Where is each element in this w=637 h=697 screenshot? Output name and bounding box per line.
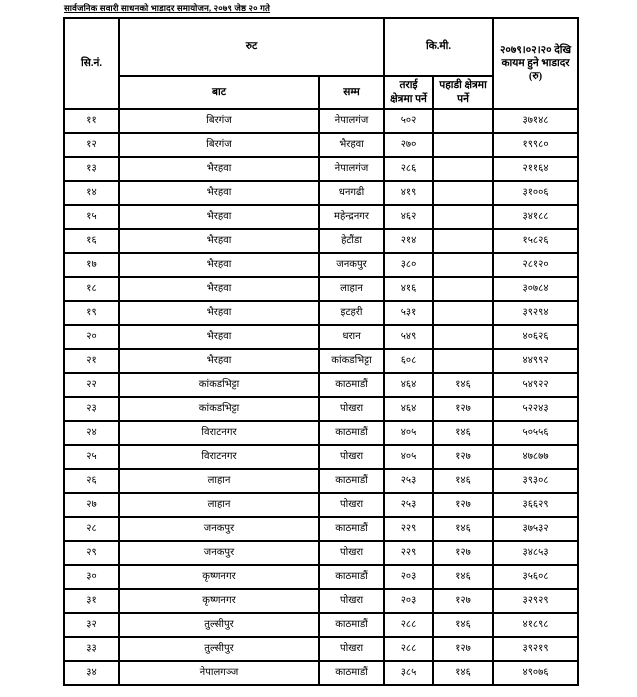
cell-to: पोखरा bbox=[319, 493, 384, 517]
cell-fare: ५०५५६ bbox=[493, 421, 578, 445]
cell-sn: १२ bbox=[64, 133, 119, 157]
cell-terai_km: २५३ bbox=[384, 493, 433, 517]
table-row bbox=[64, 397, 578, 421]
cell-terai_km: ४६४ bbox=[384, 373, 433, 397]
cell-pahadi_km: १२७ bbox=[433, 493, 493, 517]
cell-terai_km: २८६ bbox=[384, 157, 433, 181]
cell-sn: ३१ bbox=[64, 589, 119, 613]
cell-fare: २८१२० bbox=[493, 253, 578, 277]
cell-from: लाहान bbox=[119, 469, 319, 493]
table-row bbox=[64, 325, 578, 349]
cell-pahadi_km bbox=[433, 277, 493, 301]
cell-terai_km: २७० bbox=[384, 133, 433, 157]
cell-from: तुल्सीपुर bbox=[119, 613, 319, 637]
cell-from: विराटनगर bbox=[119, 421, 319, 445]
column-header-from: बाट bbox=[119, 76, 319, 109]
cell-sn: २८ bbox=[64, 517, 119, 541]
column-header-serial-number: सि.नं. bbox=[64, 18, 119, 109]
cell-pahadi_km: १२७ bbox=[433, 637, 493, 661]
cell-terai_km: ५०२ bbox=[384, 109, 433, 133]
column-header-fare: २०७९।०२।२० देखि कायम हुने भाडादर (रु) bbox=[493, 18, 578, 109]
cell-fare: २११६४ bbox=[493, 157, 578, 181]
cell-fare: ४१८९८ bbox=[493, 613, 578, 637]
cell-fare: ३१००६ bbox=[493, 181, 578, 205]
cell-from: भैरहवा bbox=[119, 253, 319, 277]
fare-table bbox=[63, 17, 579, 686]
cell-sn: १६ bbox=[64, 229, 119, 253]
cell-from: नेपालगञ्ज bbox=[119, 661, 319, 685]
cell-from: जनकपुर bbox=[119, 517, 319, 541]
column-header-terai-km: तराई क्षेत्रमा पर्ने bbox=[384, 76, 433, 109]
cell-sn: २६ bbox=[64, 469, 119, 493]
cell-terai_km: ४६२ bbox=[384, 205, 433, 229]
table-row bbox=[64, 637, 578, 661]
cell-fare: ३०७८४ bbox=[493, 277, 578, 301]
cell-fare: ५४९२२ bbox=[493, 373, 578, 397]
document-title: सार्वजनिक सवारी साधनको भाडादर समायोजन, २०७९ जेष्ठ २० गते bbox=[64, 3, 271, 13]
cell-terai_km: ५४९ bbox=[384, 325, 433, 349]
cell-sn: २४ bbox=[64, 421, 119, 445]
column-header-to: सम्म bbox=[319, 76, 384, 109]
cell-to: जनकपुर bbox=[319, 253, 384, 277]
cell-to: नेपालगंज bbox=[319, 109, 384, 133]
table-row bbox=[64, 157, 578, 181]
column-header-km: कि.मी. bbox=[384, 18, 493, 76]
cell-terai_km: ४६४ bbox=[384, 397, 433, 421]
cell-sn: ११ bbox=[64, 109, 119, 133]
cell-terai_km: ३८० bbox=[384, 253, 433, 277]
cell-from: तुल्सीपुर bbox=[119, 637, 319, 661]
cell-sn: २९ bbox=[64, 541, 119, 565]
cell-pahadi_km: १२७ bbox=[433, 541, 493, 565]
cell-to: काठमाडौं bbox=[319, 661, 384, 685]
cell-sn: २२ bbox=[64, 373, 119, 397]
cell-from: भैरहवा bbox=[119, 325, 319, 349]
cell-sn: १९ bbox=[64, 301, 119, 325]
cell-sn: २५ bbox=[64, 445, 119, 469]
cell-fare: ५२२४३ bbox=[493, 397, 578, 421]
cell-pahadi_km bbox=[433, 349, 493, 373]
cell-sn: २३ bbox=[64, 397, 119, 421]
cell-to: काठमाडौं bbox=[319, 469, 384, 493]
table-row bbox=[64, 205, 578, 229]
cell-fare: ३२९२९ bbox=[493, 589, 578, 613]
cell-fare: ४९०७६ bbox=[493, 661, 578, 685]
cell-pahadi_km: १४६ bbox=[433, 373, 493, 397]
cell-pahadi_km: १२७ bbox=[433, 397, 493, 421]
table-row bbox=[64, 421, 578, 445]
cell-pahadi_km bbox=[433, 109, 493, 133]
cell-sn: १४ bbox=[64, 181, 119, 205]
cell-from: भैरहवा bbox=[119, 229, 319, 253]
cell-pahadi_km bbox=[433, 325, 493, 349]
cell-to: काठमाडौं bbox=[319, 613, 384, 637]
table-row bbox=[64, 229, 578, 253]
cell-from: कांकडभिट्टा bbox=[119, 373, 319, 397]
cell-fare: ३७१४८ bbox=[493, 109, 578, 133]
cell-sn: १५ bbox=[64, 205, 119, 229]
cell-pahadi_km: १४६ bbox=[433, 517, 493, 541]
cell-sn: १७ bbox=[64, 253, 119, 277]
cell-from: भैरहवा bbox=[119, 301, 319, 325]
cell-to: काठमाडौं bbox=[319, 421, 384, 445]
cell-from: कृष्णनगर bbox=[119, 565, 319, 589]
cell-to: काठमाडौं bbox=[319, 565, 384, 589]
cell-fare: १५८२६ bbox=[493, 229, 578, 253]
cell-terai_km: २२९ bbox=[384, 517, 433, 541]
cell-to: धनगढी bbox=[319, 181, 384, 205]
cell-fare: ४०६२६ bbox=[493, 325, 578, 349]
cell-pahadi_km bbox=[433, 301, 493, 325]
cell-from: बिरगंज bbox=[119, 133, 319, 157]
table-row bbox=[64, 133, 578, 157]
cell-fare: ३६६२९ bbox=[493, 493, 578, 517]
cell-fare: ३९३०८ bbox=[493, 469, 578, 493]
cell-terai_km: २८८ bbox=[384, 613, 433, 637]
cell-sn: ३४ bbox=[64, 661, 119, 685]
table-body bbox=[64, 109, 578, 685]
cell-from: भैरहवा bbox=[119, 181, 319, 205]
cell-sn: १८ bbox=[64, 277, 119, 301]
cell-sn: ३० bbox=[64, 565, 119, 589]
cell-to: कांकडभिट्टा bbox=[319, 349, 384, 373]
cell-fare: ३५६०८ bbox=[493, 565, 578, 589]
table-row bbox=[64, 565, 578, 589]
cell-from: कृष्णनगर bbox=[119, 589, 319, 613]
cell-terai_km: ६०८ bbox=[384, 349, 433, 373]
column-header-route: रुट bbox=[119, 18, 384, 76]
cell-terai_km: २१४ bbox=[384, 229, 433, 253]
cell-fare: ३९२९४ bbox=[493, 301, 578, 325]
cell-pahadi_km: १४६ bbox=[433, 661, 493, 685]
cell-to: पोखरा bbox=[319, 589, 384, 613]
cell-to: काठमाडौं bbox=[319, 373, 384, 397]
table-row bbox=[64, 517, 578, 541]
cell-sn: ३२ bbox=[64, 613, 119, 637]
cell-pahadi_km bbox=[433, 157, 493, 181]
cell-pahadi_km bbox=[433, 181, 493, 205]
column-header-pahadi-km: पहाडी क्षेत्रमा पर्ने bbox=[433, 76, 493, 109]
cell-fare: ३४१८८ bbox=[493, 205, 578, 229]
cell-sn: १३ bbox=[64, 157, 119, 181]
cell-pahadi_km: १४६ bbox=[433, 421, 493, 445]
cell-pahadi_km bbox=[433, 133, 493, 157]
table-row bbox=[64, 349, 578, 373]
cell-to: इटहरी bbox=[319, 301, 384, 325]
table-row bbox=[64, 109, 578, 133]
cell-pahadi_km: १२७ bbox=[433, 589, 493, 613]
cell-sn: २१ bbox=[64, 349, 119, 373]
cell-to: पोखरा bbox=[319, 541, 384, 565]
cell-sn: २० bbox=[64, 325, 119, 349]
table-header bbox=[64, 18, 578, 109]
cell-pahadi_km bbox=[433, 205, 493, 229]
cell-from: भैरहवा bbox=[119, 157, 319, 181]
cell-from: विराटनगर bbox=[119, 445, 319, 469]
cell-from: जनकपुर bbox=[119, 541, 319, 565]
table-row bbox=[64, 661, 578, 685]
cell-pahadi_km bbox=[433, 229, 493, 253]
table-row bbox=[64, 445, 578, 469]
cell-terai_km: २८८ bbox=[384, 637, 433, 661]
cell-fare: ३७५३२ bbox=[493, 517, 578, 541]
cell-to: पोखरा bbox=[319, 397, 384, 421]
cell-terai_km: ३८५ bbox=[384, 661, 433, 685]
cell-terai_km: ४०५ bbox=[384, 445, 433, 469]
cell-terai_km: ४१९ bbox=[384, 181, 433, 205]
cell-terai_km: ५३१ bbox=[384, 301, 433, 325]
table-row bbox=[64, 613, 578, 637]
table-row bbox=[64, 301, 578, 325]
table-row bbox=[64, 493, 578, 517]
cell-to: भैरहवा bbox=[319, 133, 384, 157]
table-row bbox=[64, 181, 578, 205]
cell-fare: ४४९९२ bbox=[493, 349, 578, 373]
cell-terai_km: ४१६ bbox=[384, 277, 433, 301]
table-row bbox=[64, 469, 578, 493]
cell-terai_km: २०३ bbox=[384, 565, 433, 589]
cell-to: पोखरा bbox=[319, 637, 384, 661]
cell-to: धरान bbox=[319, 325, 384, 349]
table-row bbox=[64, 253, 578, 277]
cell-from: लाहान bbox=[119, 493, 319, 517]
cell-sn: ३३ bbox=[64, 637, 119, 661]
cell-from: भैरहवा bbox=[119, 205, 319, 229]
cell-sn: २७ bbox=[64, 493, 119, 517]
table-row bbox=[64, 277, 578, 301]
cell-to: महेन्द्रनगर bbox=[319, 205, 384, 229]
cell-fare: ३९२१९ bbox=[493, 637, 578, 661]
cell-to: लाहान bbox=[319, 277, 384, 301]
cell-terai_km: २५३ bbox=[384, 469, 433, 493]
cell-pahadi_km: १२७ bbox=[433, 445, 493, 469]
cell-fare: ३४८५३ bbox=[493, 541, 578, 565]
cell-to: पोखरा bbox=[319, 445, 384, 469]
cell-pahadi_km: १४६ bbox=[433, 565, 493, 589]
cell-terai_km: २०३ bbox=[384, 589, 433, 613]
cell-from: भैरहवा bbox=[119, 277, 319, 301]
cell-terai_km: ४०५ bbox=[384, 421, 433, 445]
cell-terai_km: २२९ bbox=[384, 541, 433, 565]
cell-from: भैरहवा bbox=[119, 349, 319, 373]
cell-to: नेपालगंज bbox=[319, 157, 384, 181]
cell-pahadi_km: १४६ bbox=[433, 613, 493, 637]
cell-pahadi_km bbox=[433, 253, 493, 277]
table-row bbox=[64, 541, 578, 565]
table-row bbox=[64, 373, 578, 397]
cell-to: हेटौंडा bbox=[319, 229, 384, 253]
cell-pahadi_km: १४६ bbox=[433, 469, 493, 493]
header-row-1 bbox=[64, 18, 578, 76]
cell-from: कांकडभिट्टा bbox=[119, 397, 319, 421]
cell-to: काठमाडौं bbox=[319, 517, 384, 541]
cell-fare: १९९८० bbox=[493, 133, 578, 157]
cell-fare: ४७८७७ bbox=[493, 445, 578, 469]
table-row bbox=[64, 589, 578, 613]
cell-from: बिरगंज bbox=[119, 109, 319, 133]
